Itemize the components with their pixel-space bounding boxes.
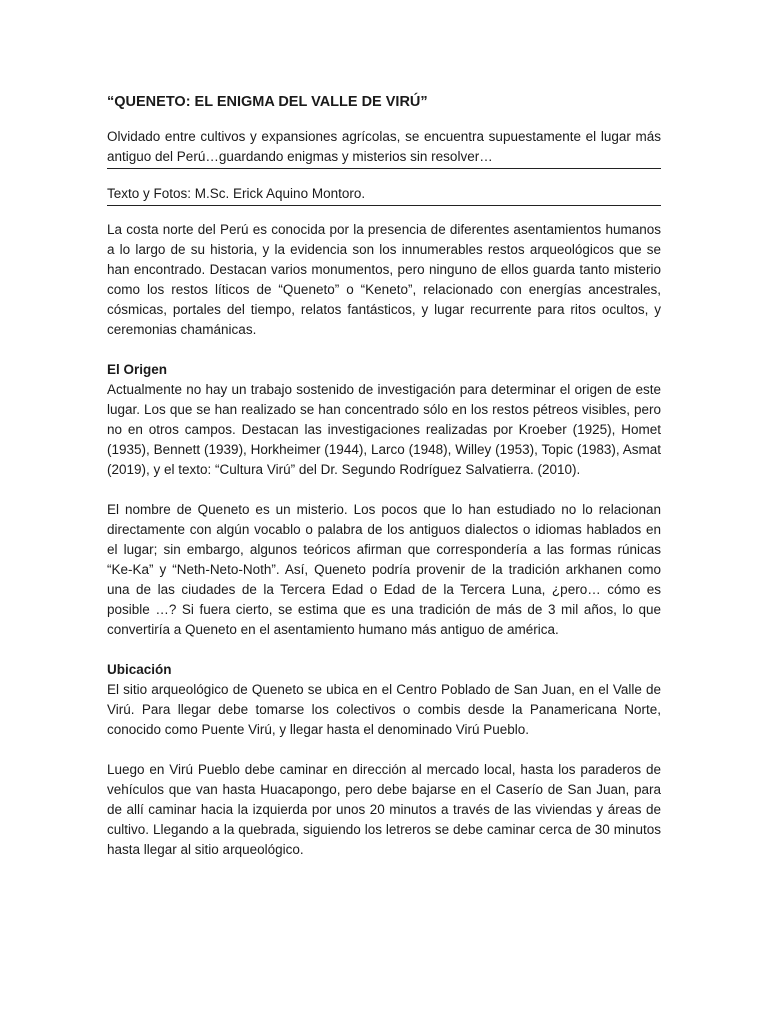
section-heading-origen: El Origen bbox=[107, 362, 168, 377]
document-body bbox=[107, 92, 661, 860]
section-ubicacion bbox=[107, 660, 661, 860]
ubicacion-paragraph-2: Luego en Virú Pueblo debe caminar en dirección al mercado local, hasta los paraderos de vehículos que van hasta Huacapongo, pero debe bajarse en el Caserío de San Juan, para de allí caminar hacia la izquierda por unos 20 minutos a través de las viviendas y áreas de cultivo. Llegando a la quebrada, siguiendo los letreros se debe caminar cerca de 30 minutos hasta llegar al sitio arqueológico. bbox=[107, 762, 661, 857]
section-heading-ubicacion: Ubicación bbox=[107, 662, 172, 677]
origen-paragraph-2: El nombre de Queneto es un misterio. Los pocos que lo han estudiado no lo relacionan directamente con algún vocablo o palabra de los antiguos dialectos o idiomas hablados en el lugar; sin embargo, algunos teóricos afirman que correspondería a las formas rúnicas “Ke-Ka” y “Neth-Neto-Noth”. Así, Queneto podría provenir de la tradición arkhanen como una de las ciudades de la Tercera Edad o Edad de la Tercera Luna, ¿pero… cómo es posible …? Si fuera cierto, se estima que es una tradición de más de 3 mil años, lo que convertiría a Queneto en el asentamiento humano más antiguo de américa. bbox=[107, 502, 661, 637]
author-credit: Texto y Fotos: M.Sc. Erick Aquino Montoro. bbox=[107, 184, 661, 206]
origen-paragraph-1: Actualmente no hay un trabajo sostenido de investigación para determinar el origen de este lugar. Los que se han realizado se han concentrado sólo en los restos pétreos visibles, pero no en otros campos. Destacan las investigaciones realizadas por Kroeber (1925), Homet (1935), Bennett (1939), Horkheimer (1944), Larco (1948), Willey (1953), Topic (1983), Asmat (2019), y el texto: “Cultura Virú” del Dr. Segundo Rodríguez Salvatierra. (2010). bbox=[107, 382, 661, 477]
opening-paragraph: La costa norte del Perú es conocida por la presencia de diferentes asentamientos humanos a lo largo de su historia, y la evidencia son los innumerables restos arqueológicos que se han encontrado. Destacan varios monumentos, pero ninguno de ellos guarda tanto misterio como los restos líticos de “Queneto” o “Keneto”, relacionado con energías ancestrales, cósmicas, portales del tiempo, relatos fantásticos, y lugar recurrente para ritos ocultos, y ceremonias chamánicas. bbox=[107, 222, 661, 337]
intro-text: Olvidado entre cultivos y expansiones agrícolas, se encuentra supuestamente el lugar más antiguo del Perú…guardando enigmas y misterios sin resolver… bbox=[107, 127, 661, 169]
document-title: “QUENETO: EL ENIGMA DEL VALLE DE VIRÚ” bbox=[107, 94, 428, 110]
ubicacion-paragraph-1: El sitio arqueológico de Queneto se ubica en el Centro Poblado de San Juan, en el Valle de Virú. Para llegar debe tomarse los colectivos o combis desde la Panamericana Norte, conocido como Puente Virú, y llegar hasta el denominado Virú Pueblo. bbox=[107, 682, 661, 737]
section-origen bbox=[107, 360, 661, 640]
